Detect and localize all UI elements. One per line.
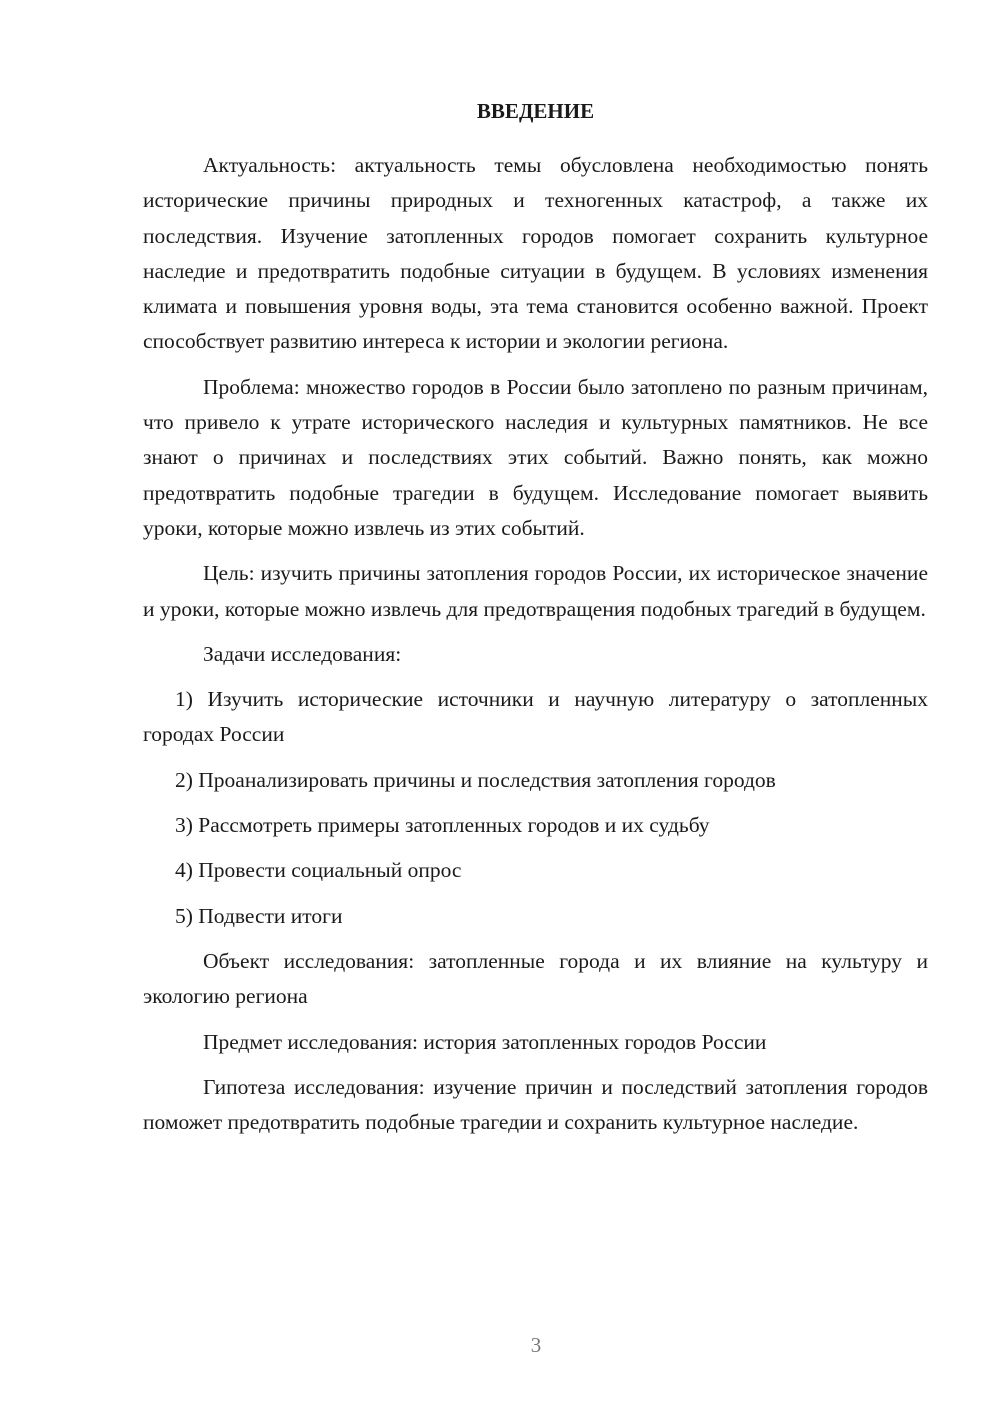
task-item-4: 4) Провести социальный опрос — [175, 858, 462, 883]
page-number: 3 — [530, 1333, 542, 1357]
subject-paragraph: Предмет исследования: история затопленных городов России — [203, 1029, 767, 1054]
task-item-2: 2) Проанализировать причины и последствия затопления городов — [175, 767, 776, 792]
task-item-5: 5) Подвести итоги — [175, 903, 343, 928]
tasks-heading: Задачи исследования: — [203, 641, 402, 666]
goal-paragraph: Цель: изучить причины затопления городов России, их историческое значение и уроки, которые можно извлечь для предотвращения подобных трагедий в будущем. — [143, 561, 928, 621]
task-item-3: 3) Рассмотреть примеры затопленных городов и их судьбу — [175, 813, 710, 838]
task-item-1: 1) Изучить исторические источники и научную литературу о затопленных городах России — [143, 687, 928, 747]
object-paragraph: Объект исследования: затопленные города и их влияние на культуру и экологию региона — [143, 948, 928, 1009]
section-title: ВВЕДЕНИЕ — [476, 99, 595, 123]
relevance-paragraph: Актуальность: актуальность темы обусловлена необходимостью понять исторические причины природных и техногенных катастроф, а также их последствия. Изучение затопленных городов помогает сохранить культурное наследие и предотвратить подобные ситуации в будущем. В условиях изменения климата и повышения уровня воды, эта тема становится особенно важной. Проект способствует развитию интереса к истории и экологии региона. — [143, 153, 928, 354]
hypothesis-paragraph: Гипотеза исследования: изучение причин и последствий затопления городов поможет предотвратить подобные трагедии и сохранить культурное наследие. — [143, 1074, 928, 1135]
problem-paragraph: Проблема: множество городов в России было затоплено по разным причинам, что привело к утрате исторического наследия и культурных памятников. Не все знают о причинах и последствиях этих событий. Важно понять, как можно предотвратить подобные трагедии в будущем. Исследование помогает выявить уроки, которые можно извлечь из этих событий. — [143, 374, 928, 540]
document-page — [143, 94, 928, 1140]
